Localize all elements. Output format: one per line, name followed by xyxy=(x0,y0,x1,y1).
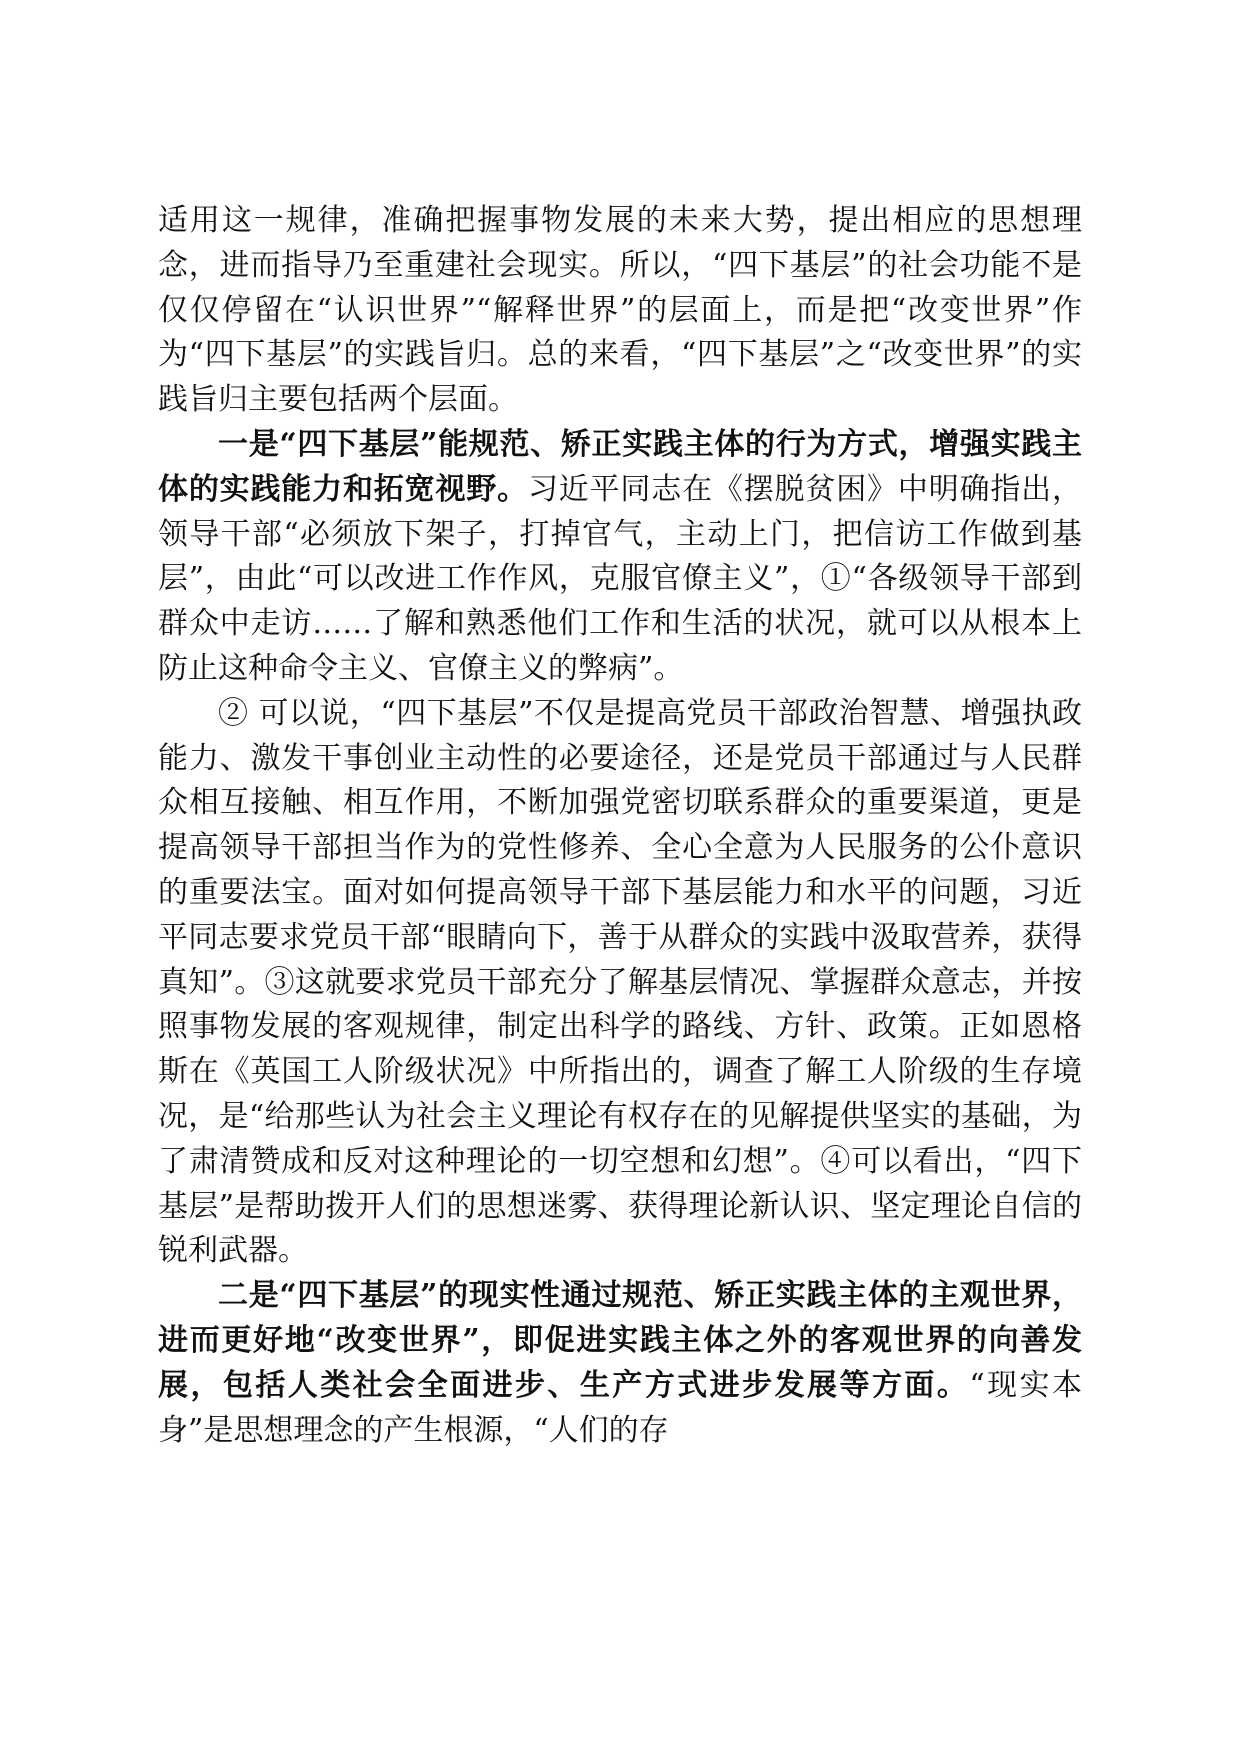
paragraph-2-text: 习近平同志在《摆脱贫困》中明确指出，领导干部“必须放下架子，打掉官气，主动上门，把信访工作做到基层”，由此“可以改进工作作风，克服官僚主义”，①“各级领导干部到群众中走访……了解和熟悉他们工作和生活的状况，就可以从根本上防止这种命令主义、官僚主义的弊病”。 xyxy=(158,471,1083,686)
paragraph-4 xyxy=(158,1274,1082,1453)
paragraph-1 xyxy=(158,199,1082,423)
paragraph-1-text: 适用这一规律，准确把握事物发展的未来大势，提出相应的思想理念，进而指导乃至重建社会现实。所以，“四下基层”的社会功能不是仅仅停留在“认识世界”“解释世界”的层面上，而是把“改变世界”作为“四下基层”的实践旨归。总的来看，“四下基层”之“改变世界”的实践旨归主要包括两个层面。 xyxy=(158,203,1082,418)
paragraph-3 xyxy=(158,692,1082,1274)
paragraph-4-lead: 二是“四下基层”的现实性通过规范、矫正实践主体的主观世界，进而更好地“改变世界”，即促进实践主体之外的客观世界的向善发展，包括人类社会全面进步、生产方式进步发展等方面。 xyxy=(158,1278,1082,1403)
paragraph-2 xyxy=(158,423,1082,692)
document-page xyxy=(158,199,1082,1453)
paragraph-4-text: “现实本身”是思想理念的产生根源，“人们的存 xyxy=(158,1367,1083,1448)
paragraph-3-text: ② 可以说，“四下基层”不仅是提高党员干部政治智慧、增强执政能力、激发干事创业主动性的必要途径，还是党员干部通过与人民群众相互接触、相互作用，不断加强党密切联系群众的重要渠道，更是提高领导干部担当作为的党性修养、全心全意为人民服务的公仆意识的重要法宝。面对如何提高领导干部下基层能力和水平的问题，习近平同志要求党员干部“眼睛向下，善于从群众的实践中汲取营养，获得真知”。③这就要求党员干部充分了解基层情况、掌握群众意志，并按照事物发展的客观规律，制定出科学的路线、方针、政策。正如恩格斯在《英国工人阶级状况》中所指出的，调查了解工人阶级的生存境况，是“给那些认为社会主义理论有权存在的见解提供坚实的基础，为了肃清赞成和反对这种理论的一切空想和幻想”。④可以看出，“四下基层”是帮助拨开人们的思想迷雾、获得理论新认识、坚定理论自信的锐利武器。 xyxy=(158,695,1082,1269)
paragraph-2-lead: 一是“四下基层”能规范、矫正实践主体的行为方式，增强实践主体的实践能力和拓宽视野。 xyxy=(158,426,1082,507)
